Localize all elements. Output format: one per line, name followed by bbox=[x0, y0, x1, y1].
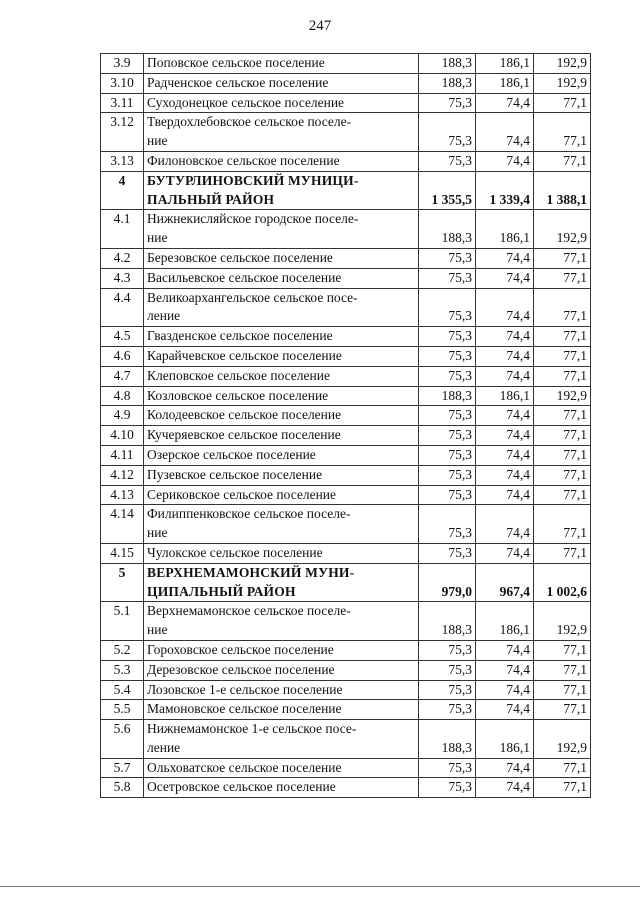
value-year-1: 75,3 bbox=[419, 543, 476, 563]
value-year-1: 75,3 bbox=[419, 505, 476, 544]
budget-allocation-table bbox=[100, 53, 591, 798]
table-row bbox=[101, 426, 591, 446]
value-year-2: 74,4 bbox=[476, 505, 534, 544]
value-year-1: 75,3 bbox=[419, 660, 476, 680]
settlement-name bbox=[144, 248, 419, 268]
value-year-1: 75,3 bbox=[419, 640, 476, 660]
value-year-3: 77,1 bbox=[534, 288, 591, 327]
value-year-2: 74,4 bbox=[476, 151, 534, 171]
table-row bbox=[101, 210, 591, 249]
settlement-name bbox=[144, 563, 419, 602]
table-row bbox=[101, 465, 591, 485]
value-year-2: 74,4 bbox=[476, 366, 534, 386]
value-year-1: 75,3 bbox=[419, 445, 476, 465]
table-row bbox=[101, 445, 591, 465]
value-year-2: 74,4 bbox=[476, 680, 534, 700]
district-row bbox=[101, 563, 591, 602]
value-year-2: 74,4 bbox=[476, 327, 534, 347]
value-year-2: 74,4 bbox=[476, 660, 534, 680]
settlement-name bbox=[144, 680, 419, 700]
settlement-name-line: Ольховатское сельское поселение bbox=[147, 759, 342, 775]
row-number: 4.15 bbox=[101, 543, 144, 563]
table-row bbox=[101, 758, 591, 778]
settlement-name bbox=[144, 73, 419, 93]
row-number: 3.13 bbox=[101, 151, 144, 171]
settlement-name-line: ЦИПАЛЬНЫЙ РАЙОН bbox=[147, 583, 296, 599]
table-row bbox=[101, 543, 591, 563]
row-number: 4.7 bbox=[101, 366, 144, 386]
settlement-name-line: Сериковское сельское поселение bbox=[147, 486, 337, 502]
settlement-name-line: Нижнекисляйское городское поселе- bbox=[147, 211, 359, 227]
value-year-3: 77,1 bbox=[534, 778, 591, 798]
value-year-2: 74,4 bbox=[476, 543, 534, 563]
value-year-1: 75,3 bbox=[419, 406, 476, 426]
table-body bbox=[101, 54, 591, 798]
value-year-1: 1 355,5 bbox=[419, 171, 476, 210]
value-year-3: 1 388,1 bbox=[534, 171, 591, 210]
row-number: 5.6 bbox=[101, 720, 144, 759]
settlement-name-line: Великоархангельское сельское посе- bbox=[147, 289, 358, 305]
table-row bbox=[101, 366, 591, 386]
table-row bbox=[101, 406, 591, 426]
settlement-name-line: ПАЛЬНЫЙ РАЙОН bbox=[147, 191, 275, 207]
value-year-3: 77,1 bbox=[534, 248, 591, 268]
settlement-name bbox=[144, 406, 419, 426]
settlement-name bbox=[144, 327, 419, 347]
value-year-2: 74,4 bbox=[476, 346, 534, 366]
settlement-name-line: Чулокское сельское поселение bbox=[147, 544, 323, 560]
settlement-name-line: Васильевское сельское поселение bbox=[147, 269, 342, 285]
value-year-1: 75,3 bbox=[419, 248, 476, 268]
row-number: 5.4 bbox=[101, 680, 144, 700]
settlement-name-line: Суходонецкое сельское поселение bbox=[147, 94, 345, 110]
settlement-name bbox=[144, 113, 419, 152]
value-year-2: 74,4 bbox=[476, 426, 534, 446]
value-year-2: 74,4 bbox=[476, 406, 534, 426]
value-year-2: 1 339,4 bbox=[476, 171, 534, 210]
value-year-1: 75,3 bbox=[419, 151, 476, 171]
value-year-2: 967,4 bbox=[476, 563, 534, 602]
row-number: 5.3 bbox=[101, 660, 144, 680]
row-number: 3.10 bbox=[101, 73, 144, 93]
settlement-name bbox=[144, 465, 419, 485]
row-number: 4.4 bbox=[101, 288, 144, 327]
value-year-2: 186,1 bbox=[476, 386, 534, 406]
settlement-name-line: Гвазденское сельское поселение bbox=[147, 328, 333, 344]
table-row bbox=[101, 288, 591, 327]
value-year-2: 74,4 bbox=[476, 288, 534, 327]
value-year-3: 77,1 bbox=[534, 426, 591, 446]
settlement-name-line: Березовское сельское поселение bbox=[147, 249, 333, 265]
settlement-name-line: Колодеевское сельское поселение bbox=[147, 407, 342, 423]
value-year-2: 186,1 bbox=[476, 73, 534, 93]
value-year-1: 979,0 bbox=[419, 563, 476, 602]
settlement-name bbox=[144, 720, 419, 759]
value-year-3: 77,1 bbox=[534, 485, 591, 505]
value-year-2: 74,4 bbox=[476, 485, 534, 505]
value-year-2: 74,4 bbox=[476, 93, 534, 113]
row-number: 5.5 bbox=[101, 700, 144, 720]
row-number: 4.11 bbox=[101, 445, 144, 465]
value-year-2: 74,4 bbox=[476, 113, 534, 152]
row-number: 4.3 bbox=[101, 268, 144, 288]
row-number: 3.9 bbox=[101, 54, 144, 74]
value-year-3: 192,9 bbox=[534, 720, 591, 759]
table-row bbox=[101, 93, 591, 113]
row-number: 4.5 bbox=[101, 327, 144, 347]
table-row bbox=[101, 660, 591, 680]
value-year-1: 188,3 bbox=[419, 386, 476, 406]
row-number: 3.11 bbox=[101, 93, 144, 113]
value-year-2: 74,4 bbox=[476, 700, 534, 720]
value-year-1: 75,3 bbox=[419, 426, 476, 446]
value-year-1: 75,3 bbox=[419, 93, 476, 113]
settlement-name bbox=[144, 171, 419, 210]
table-row bbox=[101, 640, 591, 660]
settlement-name bbox=[144, 151, 419, 171]
settlement-name bbox=[144, 640, 419, 660]
row-number: 4.2 bbox=[101, 248, 144, 268]
row-number: 4.14 bbox=[101, 505, 144, 544]
table-row bbox=[101, 113, 591, 152]
value-year-3: 77,1 bbox=[534, 366, 591, 386]
settlement-name bbox=[144, 210, 419, 249]
value-year-1: 188,3 bbox=[419, 54, 476, 74]
value-year-1: 75,3 bbox=[419, 485, 476, 505]
row-number: 4.12 bbox=[101, 465, 144, 485]
settlement-name-line: Верхнемамонское сельское поселе- bbox=[147, 603, 351, 619]
settlement-name bbox=[144, 268, 419, 288]
value-year-2: 186,1 bbox=[476, 602, 534, 641]
settlement-name-line: Филиппенковское сельское поселе- bbox=[147, 506, 351, 522]
value-year-2: 74,4 bbox=[476, 640, 534, 660]
value-year-2: 74,4 bbox=[476, 758, 534, 778]
bottom-divider bbox=[0, 886, 640, 887]
settlement-name bbox=[144, 54, 419, 74]
row-number: 4.9 bbox=[101, 406, 144, 426]
row-number: 4 bbox=[101, 171, 144, 210]
value-year-3: 77,1 bbox=[534, 445, 591, 465]
settlement-name bbox=[144, 700, 419, 720]
table-row bbox=[101, 346, 591, 366]
row-number: 4.1 bbox=[101, 210, 144, 249]
settlement-name-line: Нижнемамонское 1-е сельское посе- bbox=[147, 721, 357, 737]
row-number: 5.1 bbox=[101, 602, 144, 641]
value-year-2: 186,1 bbox=[476, 54, 534, 74]
row-number: 3.12 bbox=[101, 113, 144, 152]
value-year-3: 77,1 bbox=[534, 543, 591, 563]
value-year-1: 188,3 bbox=[419, 73, 476, 93]
settlement-name-line: ление bbox=[147, 739, 181, 755]
settlement-name-line: Озерское сельское поселение bbox=[147, 446, 316, 462]
settlement-name-line: Мамоновское сельское поселение bbox=[147, 701, 342, 717]
value-year-3: 77,1 bbox=[534, 758, 591, 778]
settlement-name-line: ние bbox=[147, 133, 168, 149]
value-year-3: 77,1 bbox=[534, 700, 591, 720]
value-year-2: 74,4 bbox=[476, 268, 534, 288]
value-year-2: 186,1 bbox=[476, 720, 534, 759]
settlement-name-line: Гороховское сельское поселение bbox=[147, 641, 334, 657]
settlement-name-line: ние bbox=[147, 230, 168, 246]
table-row bbox=[101, 248, 591, 268]
table-row bbox=[101, 327, 591, 347]
value-year-1: 75,3 bbox=[419, 778, 476, 798]
settlement-name bbox=[144, 505, 419, 544]
page-number: 247 bbox=[308, 18, 332, 34]
value-year-3: 77,1 bbox=[534, 93, 591, 113]
settlement-name bbox=[144, 93, 419, 113]
value-year-3: 77,1 bbox=[534, 406, 591, 426]
value-year-1: 188,3 bbox=[419, 602, 476, 641]
settlement-name-line: Клеповское сельское поселение bbox=[147, 367, 330, 383]
settlement-name-line: Лозовское 1-е сельское поселение bbox=[147, 681, 343, 697]
settlement-name-line: Радченское сельское поселение bbox=[147, 74, 329, 90]
settlement-name bbox=[144, 386, 419, 406]
settlement-name-line: Карайчевское сельское поселение bbox=[147, 347, 342, 363]
value-year-1: 75,3 bbox=[419, 268, 476, 288]
settlement-name-line: Поповское сельское поселение bbox=[147, 55, 325, 70]
table-row bbox=[101, 151, 591, 171]
value-year-1: 75,3 bbox=[419, 366, 476, 386]
row-number: 4.6 bbox=[101, 346, 144, 366]
value-year-3: 1 002,6 bbox=[534, 563, 591, 602]
settlement-name bbox=[144, 288, 419, 327]
settlement-name bbox=[144, 366, 419, 386]
value-year-3: 77,1 bbox=[534, 640, 591, 660]
row-number: 4.13 bbox=[101, 485, 144, 505]
row-number: 5 bbox=[101, 563, 144, 602]
table-row bbox=[101, 778, 591, 798]
settlement-name bbox=[144, 758, 419, 778]
settlement-name bbox=[144, 445, 419, 465]
value-year-3: 77,1 bbox=[534, 346, 591, 366]
value-year-2: 74,4 bbox=[476, 248, 534, 268]
value-year-1: 75,3 bbox=[419, 758, 476, 778]
district-row bbox=[101, 171, 591, 210]
settlement-name-line: ние bbox=[147, 525, 168, 541]
row-number: 5.8 bbox=[101, 778, 144, 798]
value-year-2: 74,4 bbox=[476, 778, 534, 798]
settlement-name-line: ВЕРХНЕМАМОНСКИЙ МУНИ- bbox=[147, 564, 355, 580]
settlement-name-line: Кучеряевское сельское поселение bbox=[147, 427, 341, 443]
settlement-name-line: Филоновское сельское поселение bbox=[147, 152, 340, 168]
table-row bbox=[101, 602, 591, 641]
value-year-3: 77,1 bbox=[534, 113, 591, 152]
value-year-3: 77,1 bbox=[534, 465, 591, 485]
value-year-3: 192,9 bbox=[534, 54, 591, 74]
settlement-name bbox=[144, 778, 419, 798]
value-year-1: 75,3 bbox=[419, 288, 476, 327]
value-year-1: 75,3 bbox=[419, 680, 476, 700]
table-row bbox=[101, 485, 591, 505]
table-row bbox=[101, 54, 591, 74]
row-number: 4.10 bbox=[101, 426, 144, 446]
settlement-name bbox=[144, 602, 419, 641]
value-year-3: 77,1 bbox=[534, 151, 591, 171]
settlement-name bbox=[144, 543, 419, 563]
settlement-name-line: Осетровское сельское поселение bbox=[147, 779, 336, 795]
value-year-1: 75,3 bbox=[419, 113, 476, 152]
settlement-name-line: Дерезовское сельское поселение bbox=[147, 661, 335, 677]
settlement-name-line: Твердохлебовское сельское поселе- bbox=[147, 114, 352, 130]
value-year-3: 77,1 bbox=[534, 327, 591, 347]
settlement-name-line: Пузевское сельское поселение bbox=[147, 466, 323, 482]
value-year-3: 192,9 bbox=[534, 210, 591, 249]
settlement-name bbox=[144, 660, 419, 680]
settlement-name bbox=[144, 485, 419, 505]
value-year-2: 74,4 bbox=[476, 465, 534, 485]
settlement-name bbox=[144, 426, 419, 446]
row-number: 5.2 bbox=[101, 640, 144, 660]
settlement-name-line: Козловское сельское поселение bbox=[147, 387, 329, 403]
table-row bbox=[101, 73, 591, 93]
value-year-1: 188,3 bbox=[419, 720, 476, 759]
value-year-3: 192,9 bbox=[534, 73, 591, 93]
value-year-1: 75,3 bbox=[419, 700, 476, 720]
value-year-1: 188,3 bbox=[419, 210, 476, 249]
table-row bbox=[101, 720, 591, 759]
value-year-3: 77,1 bbox=[534, 680, 591, 700]
settlement-name-line: БУТУРЛИНОВСКИЙ МУНИЦИ- bbox=[147, 172, 359, 188]
value-year-3: 77,1 bbox=[534, 660, 591, 680]
table-row bbox=[101, 505, 591, 544]
value-year-3: 192,9 bbox=[534, 602, 591, 641]
row-number: 5.7 bbox=[101, 758, 144, 778]
value-year-3: 192,9 bbox=[534, 386, 591, 406]
value-year-2: 74,4 bbox=[476, 445, 534, 465]
settlement-name bbox=[144, 346, 419, 366]
settlement-name-line: ление bbox=[147, 308, 181, 324]
value-year-1: 75,3 bbox=[419, 465, 476, 485]
table-row bbox=[101, 700, 591, 720]
value-year-3: 77,1 bbox=[534, 505, 591, 544]
settlement-name-line: ние bbox=[147, 622, 168, 638]
value-year-2: 186,1 bbox=[476, 210, 534, 249]
value-year-3: 77,1 bbox=[534, 268, 591, 288]
table-row bbox=[101, 680, 591, 700]
table-row bbox=[101, 268, 591, 288]
value-year-1: 75,3 bbox=[419, 346, 476, 366]
row-number: 4.8 bbox=[101, 386, 144, 406]
value-year-1: 75,3 bbox=[419, 327, 476, 347]
table-row bbox=[101, 386, 591, 406]
